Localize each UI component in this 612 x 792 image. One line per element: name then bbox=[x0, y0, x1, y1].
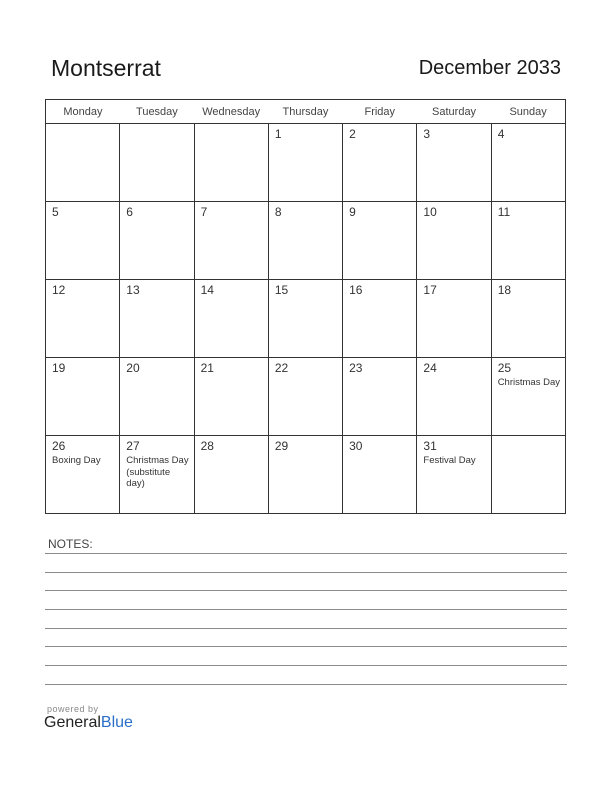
day-cell bbox=[194, 202, 268, 280]
country-title: Montserrat bbox=[51, 55, 161, 81]
day-cell bbox=[268, 124, 342, 202]
note-line bbox=[45, 684, 567, 685]
day-number: 21 bbox=[200, 361, 214, 375]
note-line bbox=[45, 590, 567, 591]
day-cell bbox=[343, 280, 417, 358]
weekday-header: Friday bbox=[343, 100, 417, 124]
day-cell bbox=[120, 436, 194, 514]
day-cell bbox=[417, 202, 491, 280]
day-number: 7 bbox=[200, 205, 208, 219]
day-cell bbox=[268, 436, 342, 514]
day-number: 10 bbox=[423, 205, 437, 219]
week-row bbox=[46, 436, 566, 514]
day-cell bbox=[120, 124, 194, 202]
day-cell bbox=[343, 202, 417, 280]
day-number: 15 bbox=[274, 283, 289, 297]
day-cell bbox=[268, 280, 342, 358]
day-cell bbox=[194, 124, 268, 202]
note-line bbox=[45, 553, 567, 554]
day-cell bbox=[491, 280, 565, 358]
day-cell bbox=[417, 124, 491, 202]
day-cell bbox=[268, 202, 342, 280]
day-number: 4 bbox=[497, 127, 505, 141]
month-year-title: December 2033 bbox=[418, 57, 561, 79]
day-number: 29 bbox=[274, 439, 289, 453]
day-cell bbox=[343, 436, 417, 514]
day-number: 3 bbox=[423, 127, 431, 141]
day-number: 11 bbox=[497, 205, 511, 219]
day-number: 25 bbox=[497, 361, 512, 375]
day-cell bbox=[343, 124, 417, 202]
day-number: 8 bbox=[274, 205, 282, 219]
day-number: 23 bbox=[349, 361, 363, 375]
weekday-header: Wednesday bbox=[194, 100, 268, 124]
day-cell bbox=[46, 436, 120, 514]
brand-name-blue: Blue bbox=[100, 714, 133, 731]
day-number: 19 bbox=[52, 361, 66, 375]
day-cell bbox=[417, 358, 491, 436]
day-number: 1 bbox=[274, 127, 282, 141]
note-line bbox=[45, 628, 567, 629]
note-line bbox=[45, 572, 567, 573]
day-cell bbox=[491, 202, 565, 280]
brand-name bbox=[44, 714, 133, 732]
day-number: 5 bbox=[52, 205, 59, 219]
day-number: 20 bbox=[126, 361, 140, 375]
notes-label: NOTES: bbox=[48, 537, 93, 551]
day-cell bbox=[120, 358, 194, 436]
day-cell bbox=[343, 358, 417, 436]
day-number: 24 bbox=[423, 361, 437, 375]
day-number: 17 bbox=[423, 283, 437, 297]
day-cell bbox=[46, 124, 120, 202]
day-number: 27 bbox=[126, 439, 140, 453]
day-number: 22 bbox=[274, 361, 289, 375]
day-cell bbox=[46, 202, 120, 280]
day-number: 28 bbox=[200, 439, 214, 453]
day-number: 12 bbox=[52, 283, 66, 297]
day-number: 26 bbox=[52, 439, 66, 453]
weekday-header: Monday bbox=[46, 100, 120, 124]
holiday-label: Festival Day bbox=[423, 455, 476, 466]
generalblue-logo bbox=[44, 704, 133, 732]
weekday-header: Thursday bbox=[268, 100, 342, 124]
day-cell bbox=[194, 436, 268, 514]
day-number: 6 bbox=[126, 205, 133, 219]
day-number: 2 bbox=[349, 127, 356, 141]
day-cell bbox=[491, 436, 565, 514]
week-row bbox=[46, 280, 566, 358]
day-cell bbox=[194, 358, 268, 436]
week-row bbox=[46, 124, 566, 202]
day-cell bbox=[491, 358, 565, 436]
day-cell bbox=[268, 358, 342, 436]
holiday-label: Christmas Day bbox=[497, 377, 560, 388]
day-cell bbox=[120, 280, 194, 358]
day-cell bbox=[491, 124, 565, 202]
week-row bbox=[46, 202, 566, 280]
weekday-header: Tuesday bbox=[120, 100, 194, 124]
day-number: 16 bbox=[349, 283, 363, 297]
day-cell bbox=[46, 280, 120, 358]
note-line bbox=[45, 646, 567, 647]
day-number: 31 bbox=[423, 439, 437, 453]
powered-by-text: powered by bbox=[47, 704, 99, 714]
day-number: 13 bbox=[126, 283, 140, 297]
note-line bbox=[45, 609, 567, 610]
day-number: 14 bbox=[200, 283, 214, 297]
day-number: 30 bbox=[349, 439, 363, 453]
day-cell bbox=[120, 202, 194, 280]
weekday-header: Sunday bbox=[491, 100, 565, 124]
day-cell bbox=[194, 280, 268, 358]
day-cell bbox=[417, 436, 491, 514]
day-cell bbox=[417, 280, 491, 358]
weekday-header-row bbox=[46, 100, 566, 124]
week-row bbox=[46, 358, 566, 436]
calendar-grid bbox=[45, 99, 566, 514]
brand-name-general: General bbox=[44, 714, 101, 731]
day-cell bbox=[46, 358, 120, 436]
holiday-label: Boxing Day bbox=[52, 455, 101, 466]
weekday-header: Saturday bbox=[417, 100, 491, 124]
holiday-label: Christmas Day (substitute day) bbox=[126, 455, 189, 489]
note-line bbox=[45, 665, 567, 666]
day-number: 18 bbox=[497, 283, 512, 297]
day-number: 9 bbox=[349, 205, 356, 219]
